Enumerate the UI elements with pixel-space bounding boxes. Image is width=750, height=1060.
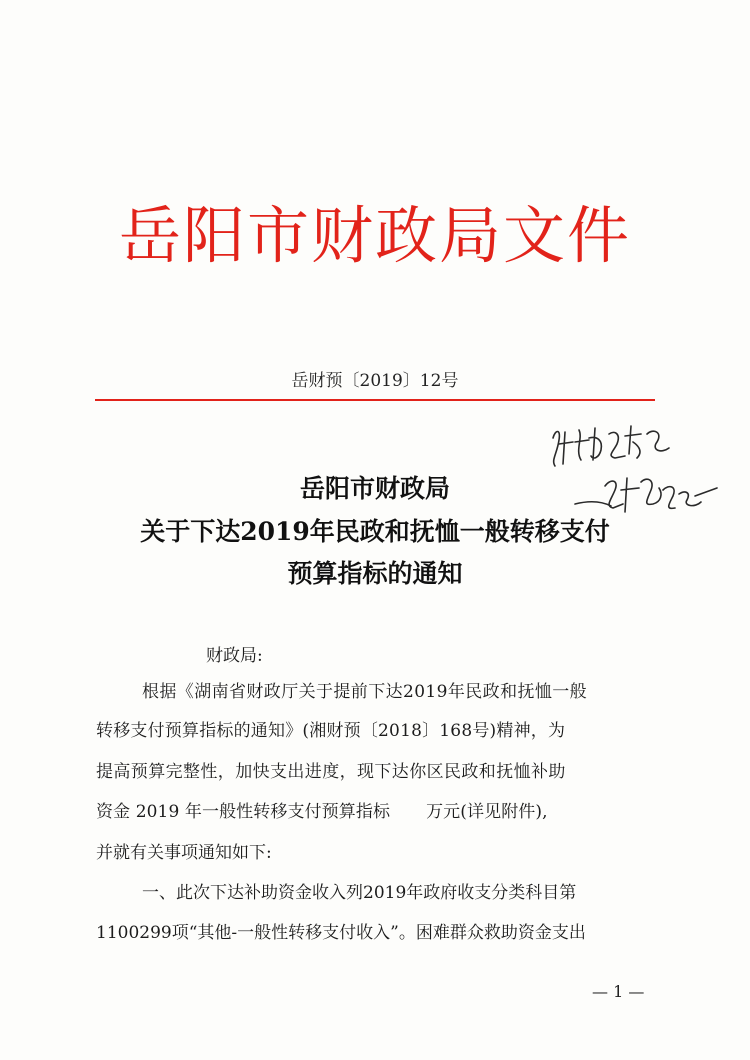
body-line-5: 并就有关事项通知如下: [96,843,272,863]
body-line-6: 一、此次下达补助资金收入列2019年政府收支分类科目第 [142,883,577,903]
masthead-title: 岳阳市财政局文件 [118,199,631,272]
recipient: 财政局: [206,646,263,666]
title-line-3: 预算指标的通知 [287,559,463,588]
body-line-3: 提高预算完整性，加快支出进度，现下达你区民政和抚恤补助 [96,762,566,782]
page-number: — 1 — [592,982,645,1001]
body-line-7: 1100299项“其他-一般性转移支付收入”。困难群众救助资金支出 [96,923,586,943]
title-line-2: 关于下达2019年民政和抚恤一般转移支付 [140,517,610,546]
body-line-2: 转移支付预算指标的通知》(湘财预〔2018〕168号)精神，为 [96,721,566,741]
title-line-1: 岳阳市财政局 [299,474,450,503]
body-line-1: 根据《湖南省财政厅关于提前下达2019年民政和抚恤一般 [142,682,588,702]
document-number: 岳财预〔2019〕12号 [291,371,459,391]
body-line-4-part-2: 万元(详见附件), [426,802,548,822]
red-divider-line [95,399,655,401]
body-line-4 [96,804,640,821]
handwritten-signature-icon [545,420,720,530]
body-line-4-part-1: 资金 2019 年一般性转移支付预算指标 [96,802,391,822]
